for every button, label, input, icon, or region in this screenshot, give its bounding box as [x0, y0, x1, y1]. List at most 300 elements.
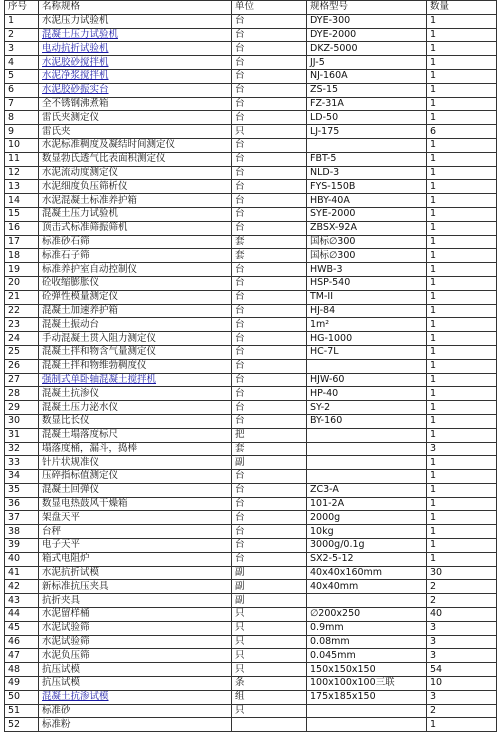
model-cell: FZ-31A [307, 97, 427, 111]
name-cell: 水泥抗折试模 [39, 566, 232, 580]
model-cell: 100x100x100三联 [307, 677, 427, 691]
table-row [5, 69, 497, 83]
serial-cell: 41 [5, 566, 39, 580]
model-cell: 0.08mm [307, 635, 427, 649]
name-cell: 水泥留样桶 [39, 608, 232, 622]
unit-cell: 台 [232, 511, 307, 525]
quantity-cell: 1 [427, 428, 497, 442]
quantity-cell: 2 [427, 594, 497, 608]
table-row [5, 276, 497, 290]
unit-cell: 台 [232, 539, 307, 553]
quantity-cell: 1 [427, 111, 497, 125]
quantity-cell: 1 [427, 345, 497, 359]
serial-cell: 22 [5, 304, 39, 318]
table-row [5, 566, 497, 580]
table-row [5, 387, 497, 401]
table-row [5, 207, 497, 221]
unit-cell: 只 [232, 635, 307, 649]
model-cell: HJW-60 [307, 373, 427, 387]
table-row [5, 28, 497, 42]
unit-cell: 台 [232, 97, 307, 111]
product-link[interactable]: 水泥净浆搅拌机 [42, 70, 109, 82]
name-cell: 水泥细度负压筛析仪 [39, 180, 232, 194]
table-row [5, 690, 497, 704]
model-cell: 国标∅300 [307, 235, 427, 249]
quantity-cell: 1 [427, 180, 497, 194]
name-cell: 数显比长仪 [39, 414, 232, 428]
unit-cell: 台 [232, 56, 307, 70]
name-cell: 箱式电阻炉 [39, 552, 232, 566]
serial-cell: 42 [5, 580, 39, 594]
product-link[interactable]: 混凝土抗渗试模 [42, 691, 109, 703]
table-row [5, 125, 497, 139]
serial-cell: 12 [5, 166, 39, 180]
unit-cell: 只 [232, 663, 307, 677]
table-row [5, 497, 497, 511]
serial-cell: 48 [5, 663, 39, 677]
table-row [5, 97, 497, 111]
serial-cell: 31 [5, 428, 39, 442]
table-row [5, 511, 497, 525]
unit-cell: 副 [232, 594, 307, 608]
table-row [5, 525, 497, 539]
quantity-cell: 1 [427, 552, 497, 566]
quantity-cell: 1 [427, 359, 497, 373]
serial-cell: 23 [5, 318, 39, 332]
name-cell: 标准养护室自动控制仪 [39, 263, 232, 277]
unit-cell: 台 [232, 180, 307, 194]
model-cell [307, 718, 427, 732]
model-cell [307, 456, 427, 470]
table-row [5, 249, 497, 263]
unit-cell: 台 [232, 414, 307, 428]
model-cell: LJ-175 [307, 125, 427, 139]
quantity-cell: 3 [427, 621, 497, 635]
serial-cell: 21 [5, 290, 39, 304]
unit-cell: 组 [232, 690, 307, 704]
serial-cell: 43 [5, 594, 39, 608]
serial-cell: 18 [5, 249, 39, 263]
serial-cell: 14 [5, 194, 39, 208]
name-cell: 标准砂石筛 [39, 235, 232, 249]
model-cell: SX2-5-12 [307, 552, 427, 566]
model-cell: HC-7L [307, 345, 427, 359]
unit-cell: 把 [232, 428, 307, 442]
model-cell: ZC3-A [307, 483, 427, 497]
header-name: 名称规格 [39, 1, 232, 15]
name-cell [39, 83, 232, 97]
serial-cell: 36 [5, 497, 39, 511]
model-cell: 175x185x150 [307, 690, 427, 704]
quantity-cell: 2 [427, 580, 497, 594]
table-row [5, 166, 497, 180]
unit-cell: 台 [232, 221, 307, 235]
model-cell: LD-50 [307, 111, 427, 125]
model-cell [307, 428, 427, 442]
unit-cell: 台 [232, 194, 307, 208]
table-row [5, 318, 497, 332]
table-row [5, 345, 497, 359]
unit-cell: 台 [232, 69, 307, 83]
unit-cell: 台 [232, 345, 307, 359]
unit-cell: 台 [232, 138, 307, 152]
quantity-cell: 1 [427, 414, 497, 428]
serial-cell: 45 [5, 621, 39, 635]
serial-cell: 37 [5, 511, 39, 525]
name-cell: 台秤 [39, 525, 232, 539]
unit-cell: 只 [232, 649, 307, 663]
unit-cell: 副 [232, 456, 307, 470]
serial-cell: 49 [5, 677, 39, 691]
equipment-table [4, 0, 497, 732]
quantity-cell: 1 [427, 207, 497, 221]
serial-cell: 2 [5, 28, 39, 42]
model-cell [307, 359, 427, 373]
name-cell: 架盘天平 [39, 511, 232, 525]
name-cell: 混凝土回弹仪 [39, 483, 232, 497]
model-cell: 101-2A [307, 497, 427, 511]
unit-cell: 台 [232, 304, 307, 318]
table-row [5, 649, 497, 663]
name-cell: 水泥流动度测定仪 [39, 166, 232, 180]
name-cell: 水泥试验筛 [39, 621, 232, 635]
table-row [5, 194, 497, 208]
quantity-cell: 1 [427, 525, 497, 539]
name-cell [39, 42, 232, 56]
name-cell: 水泥负压筛 [39, 649, 232, 663]
quantity-cell: 1 [427, 138, 497, 152]
name-cell: 标准石子筛 [39, 249, 232, 263]
name-cell: 全不锈钢沸煮箱 [39, 97, 232, 111]
serial-cell: 15 [5, 207, 39, 221]
unit-cell: 台 [232, 401, 307, 415]
name-cell: 水泥压力试验机 [39, 14, 232, 28]
table-row [5, 635, 497, 649]
quantity-cell: 1 [427, 42, 497, 56]
table-row [5, 718, 497, 732]
name-cell: 抗折夹具 [39, 594, 232, 608]
quantity-cell: 1 [427, 97, 497, 111]
table-row [5, 221, 497, 235]
model-cell: NLD-3 [307, 166, 427, 180]
serial-cell: 13 [5, 180, 39, 194]
table-row [5, 428, 497, 442]
serial-cell: 39 [5, 539, 39, 553]
serial-cell: 4 [5, 56, 39, 70]
table-row [5, 456, 497, 470]
unit-cell [232, 718, 307, 732]
quantity-cell: 3 [427, 442, 497, 456]
quantity-cell: 1 [427, 539, 497, 553]
serial-cell: 9 [5, 125, 39, 139]
quantity-cell: 1 [427, 387, 497, 401]
model-cell: 1m² [307, 318, 427, 332]
quantity-cell: 1 [427, 69, 497, 83]
unit-cell: 台 [232, 14, 307, 28]
name-cell: 混凝土加速养护箱 [39, 304, 232, 318]
unit-cell: 台 [232, 318, 307, 332]
quantity-cell: 1 [427, 401, 497, 415]
table-header-row [5, 1, 497, 15]
serial-cell: 8 [5, 111, 39, 125]
unit-cell: 台 [232, 497, 307, 511]
header-quantity: 数量 [427, 1, 497, 15]
name-cell: 雷氏夹测定仪 [39, 111, 232, 125]
name-cell: 混凝土压力试验机 [39, 207, 232, 221]
name-cell: 水泥试验筛 [39, 635, 232, 649]
quantity-cell: 1 [427, 221, 497, 235]
quantity-cell: 3 [427, 690, 497, 704]
serial-cell: 17 [5, 235, 39, 249]
serial-cell: 3 [5, 42, 39, 56]
unit-cell: 台 [232, 111, 307, 125]
quantity-cell: 1 [427, 152, 497, 166]
serial-cell: 7 [5, 97, 39, 111]
quantity-cell: 1 [427, 263, 497, 277]
name-cell [39, 56, 232, 70]
serial-cell: 32 [5, 442, 39, 456]
table-row [5, 663, 497, 677]
model-cell: 3000g/0.1g [307, 539, 427, 553]
name-cell: 混凝土振动台 [39, 318, 232, 332]
model-cell: TM-II [307, 290, 427, 304]
unit-cell: 台 [232, 290, 307, 304]
name-cell: 砼弹性模量测定仪 [39, 290, 232, 304]
name-cell: 数显电热鼓风干燥箱 [39, 497, 232, 511]
unit-cell: 台 [232, 525, 307, 539]
table-row [5, 235, 497, 249]
model-cell: HG-1000 [307, 332, 427, 346]
unit-cell: 只 [232, 608, 307, 622]
quantity-cell: 1 [427, 373, 497, 387]
model-cell: DKZ-5000 [307, 42, 427, 56]
unit-cell: 套 [232, 442, 307, 456]
quantity-cell: 1 [427, 235, 497, 249]
model-cell [307, 594, 427, 608]
table-row [5, 42, 497, 56]
quantity-cell: 1 [427, 166, 497, 180]
unit-cell: 台 [232, 83, 307, 97]
table-row [5, 373, 497, 387]
table-row [5, 608, 497, 622]
unit-cell: 台 [232, 263, 307, 277]
model-cell: ∅200x250 [307, 608, 427, 622]
quantity-cell: 1 [427, 194, 497, 208]
name-cell: 针片状规准仪 [39, 456, 232, 470]
serial-cell: 11 [5, 152, 39, 166]
quantity-cell: 1 [427, 56, 497, 70]
quantity-cell: 1 [427, 83, 497, 97]
model-cell: BY-160 [307, 414, 427, 428]
model-cell: 40x40x160mm [307, 566, 427, 580]
model-cell: 0.9mm [307, 621, 427, 635]
table-row [5, 401, 497, 415]
unit-cell: 台 [232, 166, 307, 180]
name-cell: 塌落度桶，漏斗，捣棒 [39, 442, 232, 456]
name-cell: 抗压试模 [39, 663, 232, 677]
table-row [5, 621, 497, 635]
model-cell: HSP-540 [307, 276, 427, 290]
serial-cell: 47 [5, 649, 39, 663]
serial-cell: 16 [5, 221, 39, 235]
model-cell: 10kg [307, 525, 427, 539]
table-row [5, 83, 497, 97]
name-cell [39, 28, 232, 42]
name-cell: 砼收缩膨胀仪 [39, 276, 232, 290]
serial-cell: 24 [5, 332, 39, 346]
header-unit: 单位 [232, 1, 307, 15]
model-cell: NJ-160A [307, 69, 427, 83]
product-link[interactable]: 水泥胶砂振实台 [42, 84, 109, 96]
unit-cell: 只 [232, 621, 307, 635]
table-row [5, 56, 497, 70]
model-cell [307, 442, 427, 456]
model-cell: 40x40mm [307, 580, 427, 594]
quantity-cell: 54 [427, 663, 497, 677]
name-cell: 压碎指标值测定仪 [39, 470, 232, 484]
name-cell: 雷氏夹 [39, 125, 232, 139]
name-cell [39, 373, 232, 387]
unit-cell: 条 [232, 677, 307, 691]
table-row [5, 442, 497, 456]
model-cell: SY-2 [307, 401, 427, 415]
serial-cell: 38 [5, 525, 39, 539]
unit-cell: 台 [232, 276, 307, 290]
table-row [5, 138, 497, 152]
quantity-cell: 1 [427, 456, 497, 470]
model-cell: HP-40 [307, 387, 427, 401]
table-row [5, 483, 497, 497]
serial-cell: 26 [5, 359, 39, 373]
model-cell: SYE-2000 [307, 207, 427, 221]
serial-cell: 6 [5, 83, 39, 97]
quantity-cell: 1 [427, 332, 497, 346]
name-cell: 混凝土拌和物含气量测定仪 [39, 345, 232, 359]
model-cell: HBY-40A [307, 194, 427, 208]
header-model: 规格型号 [307, 1, 427, 15]
table-row [5, 470, 497, 484]
serial-cell: 51 [5, 704, 39, 718]
unit-cell: 台 [232, 332, 307, 346]
quantity-cell: 1 [427, 304, 497, 318]
table-row [5, 359, 497, 373]
unit-cell: 台 [232, 470, 307, 484]
unit-cell: 副 [232, 580, 307, 594]
table-row [5, 290, 497, 304]
unit-cell: 台 [232, 152, 307, 166]
table-row [5, 594, 497, 608]
serial-cell: 25 [5, 345, 39, 359]
model-cell [307, 470, 427, 484]
serial-cell: 50 [5, 690, 39, 704]
serial-cell: 30 [5, 414, 39, 428]
name-cell: 电子天平 [39, 539, 232, 553]
serial-cell: 34 [5, 470, 39, 484]
quantity-cell: 1 [427, 470, 497, 484]
model-cell: ZS-15 [307, 83, 427, 97]
quantity-cell: 1 [427, 28, 497, 42]
serial-cell: 40 [5, 552, 39, 566]
table-row [5, 111, 497, 125]
unit-cell: 台 [232, 387, 307, 401]
quantity-cell: 1 [427, 483, 497, 497]
serial-cell: 27 [5, 373, 39, 387]
unit-cell: 台 [232, 42, 307, 56]
table-row [5, 677, 497, 691]
table-row [5, 180, 497, 194]
name-cell: 标准粉 [39, 718, 232, 732]
model-cell: DYE-2000 [307, 28, 427, 42]
quantity-cell: 1 [427, 276, 497, 290]
product-link[interactable]: 水泥胶砂搅拌机 [42, 56, 109, 68]
name-cell: 手动混凝土贯入阻力测定仪 [39, 332, 232, 346]
serial-cell: 52 [5, 718, 39, 732]
quantity-cell: 10 [427, 677, 497, 691]
serial-cell: 28 [5, 387, 39, 401]
quantity-cell: 30 [427, 566, 497, 580]
model-cell: ZBSX-92A [307, 221, 427, 235]
table-row [5, 552, 497, 566]
model-cell: HWB-3 [307, 263, 427, 277]
unit-cell: 副 [232, 566, 307, 580]
serial-cell: 29 [5, 401, 39, 415]
product-link[interactable]: 电动抗折试验机 [42, 42, 109, 54]
name-cell: 混凝土抗渗仪 [39, 387, 232, 401]
table-row [5, 14, 497, 28]
quantity-cell: 1 [427, 14, 497, 28]
quantity-cell: 1 [427, 511, 497, 525]
name-cell: 标准砂 [39, 704, 232, 718]
model-cell: JJ-5 [307, 56, 427, 70]
model-cell: DYE-300 [307, 14, 427, 28]
name-cell: 数显勃氏透气比表面积测定仪 [39, 152, 232, 166]
model-cell: FYS-150B [307, 180, 427, 194]
name-cell: 混凝土塌落度标尺 [39, 428, 232, 442]
model-cell: HJ-84 [307, 304, 427, 318]
name-cell: 顶击式标准筛振筛机 [39, 221, 232, 235]
serial-cell: 10 [5, 138, 39, 152]
serial-cell: 35 [5, 483, 39, 497]
quantity-cell: 3 [427, 649, 497, 663]
unit-cell: 只 [232, 125, 307, 139]
quantity-cell: 1 [427, 718, 497, 732]
model-cell: 0.045mm [307, 649, 427, 663]
table-row [5, 304, 497, 318]
table-row [5, 332, 497, 346]
model-cell [307, 138, 427, 152]
product-link[interactable]: 混凝土压力试验机 [42, 28, 119, 40]
product-link[interactable]: 强制式单卧轴混凝土搅拌机 [42, 373, 157, 385]
model-cell: 2000g [307, 511, 427, 525]
model-cell: FBT-5 [307, 152, 427, 166]
table-row [5, 263, 497, 277]
quantity-cell: 6 [427, 125, 497, 139]
unit-cell: 只 [232, 704, 307, 718]
unit-cell: 台 [232, 373, 307, 387]
name-cell: 水泥标准稠度及凝结时间测定仪 [39, 138, 232, 152]
unit-cell: 台 [232, 359, 307, 373]
name-cell [39, 690, 232, 704]
table-body [5, 14, 497, 731]
quantity-cell: 2 [427, 704, 497, 718]
quantity-cell: 1 [427, 290, 497, 304]
name-cell [39, 69, 232, 83]
serial-cell: 1 [5, 14, 39, 28]
unit-cell: 台 [232, 207, 307, 221]
unit-cell: 台 [232, 552, 307, 566]
quantity-cell: 1 [427, 318, 497, 332]
table-row [5, 580, 497, 594]
